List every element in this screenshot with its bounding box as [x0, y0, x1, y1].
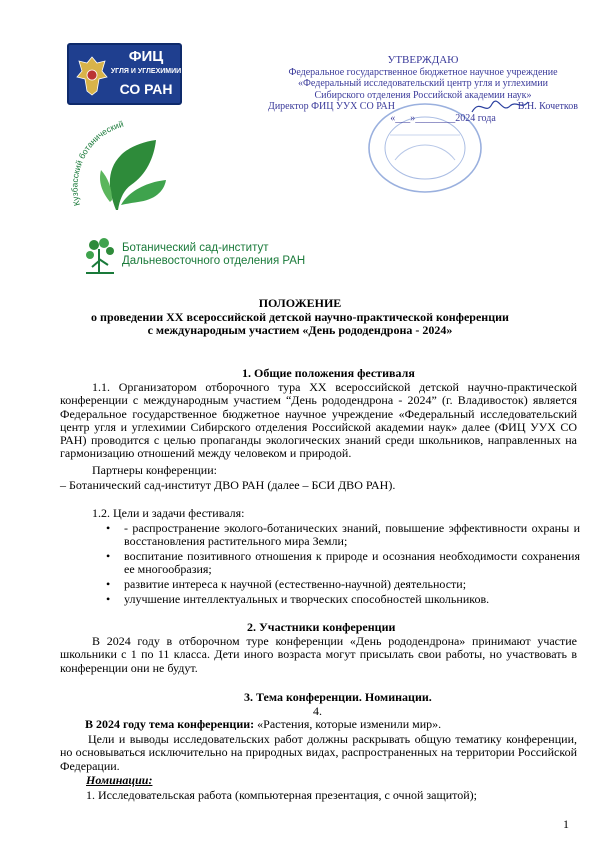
theme-line [85, 718, 441, 731]
section3-paragraph: Цели и выводы исследовательских работ должны раскрывать общую тематику конференции, но основываться исключительно на природных видах, распространенных на территории Российской Федерации. [60, 732, 577, 773]
partners-label: Партнеры конференции: [92, 463, 217, 477]
partner-item: – Ботанический сад-институт ДВО РАН (далее – БСИ ДВО РАН). [60, 478, 396, 492]
nominations-label: Номинации: [86, 773, 153, 787]
approval-line2: «Федеральный исследовательский центр угля и углехимии [298, 78, 548, 89]
goals-list [106, 522, 580, 608]
bsi-logo-line1: Ботанический сад-институт [122, 242, 269, 254]
theme-label: В 2024 году тема конференции: [85, 717, 255, 731]
goal-item: • воспитание позитивного отношения к природе и осознания необходимости сохранения ее многообразия; [106, 550, 580, 577]
theme-value: «Растения, которые изменили мир». [254, 717, 442, 731]
goals-heading: 1.2. Цели и задачи фестиваля: [92, 506, 245, 520]
goal-item: • улучшение интеллектуальных и творческих способностей школьников. [106, 593, 580, 606]
section1-paragraph: 1.1. Организатором отборочного тура XX всероссийской детской научно-практической конференции с международным участием “День рододендрона - 2024” (г. Владивосток) является Федеральное государственное бюджетное научное учреждение «Федеральный исследовательский центр угля и углехимии Сибирского отделения Российской академии наук» далее (ФИЦ УУХ СО РАН) проводится с целью пропаганды экологических знаний среди школьников, направленных на гармонизацию отношений между человеком и природой. [60, 380, 577, 461]
title-line3: с международным участием «День рододендрона - 2024» [147, 323, 453, 337]
title-line2: о проведении XX всероссийской детской научно-практической конференции [91, 309, 509, 324]
page-number: 1 [563, 817, 569, 831]
approval-block [268, 55, 578, 124]
approval-line3: Сибирского отделения Российской академии наук» [314, 89, 532, 101]
title-line1: ПОЛОЖЕНИЕ [258, 296, 342, 310]
leaf-logo-icon [66, 120, 191, 215]
flower-icon [82, 235, 118, 275]
eagle-emblem-icon [75, 53, 109, 97]
goal-item: • развитие интереса к научной (естественно-научной) деятельности; [106, 578, 580, 591]
nomination-item-1: 1. Исследовательская работа (компьютерная презентация, с очной защитой); [86, 788, 477, 802]
approval-heading: УТВЕРЖДАЮ [387, 54, 459, 66]
fic-logo [67, 43, 182, 105]
section2-paragraph: В 2024 году в отборочном туре конференции «День рододендрона» принимают участие школьники с 1 по 11 класса. Дети иного возраста могут присылать свои работы, но участвовать в конференции они не будут. [60, 634, 577, 675]
kbs-logo-text: Кузбасский ботанический [69, 120, 125, 207]
kuzbass-botanical-garden-logo [66, 120, 191, 215]
approval-line1: Федеральное государственное бюджетное научное учреждение [288, 66, 558, 78]
bsi-logo [82, 235, 312, 275]
section-number-4: 4. [313, 704, 322, 718]
approval-director-name: В.Н. Кочетков [517, 101, 578, 112]
approval-director: Директор ФИЦ УУХ СО РАН [268, 101, 395, 112]
approval-date: «___»________2024 года [390, 112, 496, 124]
fic-logo-line3: СО РАН [119, 81, 173, 97]
document-title [0, 297, 600, 338]
section2-heading: 2. Участники конференции [247, 620, 396, 634]
bsi-logo-line2: Дальневосточного отделения РАН [122, 255, 306, 267]
goal-item: • - распространение эколого-ботанических знаний, повышение эффективности охраны и восстановления растительного мира Земли; [106, 522, 580, 549]
section3-heading: 3. Тема конференции. Номинации. [244, 690, 432, 704]
fic-logo-line1: ФИЦ [128, 48, 164, 65]
section1-heading: 1. Общие положения фестиваля [242, 366, 415, 380]
fic-logo-line2: УГЛЯ И УГЛЕХИМИИ [110, 68, 182, 75]
